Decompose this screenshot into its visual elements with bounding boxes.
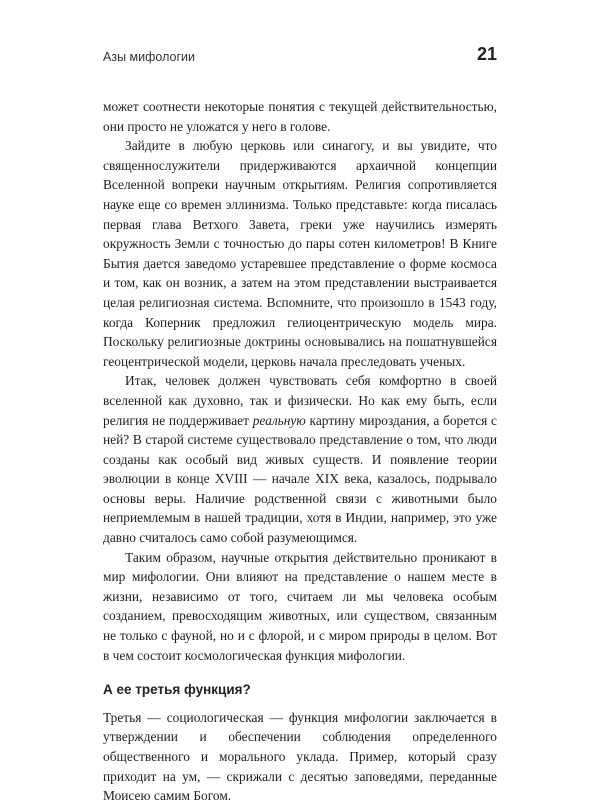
paragraph-evolution — [103, 371, 497, 547]
paragraph-text: картину мироздания, а борется с ней? В старой системе существовало представление о том, что люди созданы как особый вид живых существ. И появление теории эволюции в конце XVIII — начале XIX века, казалось, подрывало основы веры. Наличие родственной связи с животными было неприемлемым в нашей традиции, хотя в Индии, например, это уже давно считалось само собой разумеющимся. — [103, 412, 497, 546]
paragraph-text: Итак, человек должен чувствовать себя комфортно в своей вселенной как духовно, так и физически. Но как ему быть, если религия не поддерживает — [103, 373, 497, 428]
page-number: 21 — [476, 44, 497, 64]
running-title: Азы мифологии — [103, 50, 195, 64]
section-heading: А ее третья функция? — [103, 682, 251, 698]
paragraph-sociological-function: Третья — социологическая — функция мифологии заключается в утверждении и обеспечении соблюдения определенного общественного и морального уклада. Пример, который сразу приходит на ум, — скрижали с десятью заповедями, переданные Моисею самим Богом. — [103, 709, 497, 804]
page-body — [103, 97, 497, 806]
paragraph-continuation: может соотнести некоторые понятия с текущей действительностью, они просто не уложатся у него в голове. — [103, 99, 497, 134]
emphasis-real: реальную — [252, 412, 306, 428]
paragraph-religion-science: Зайдите в любую церковь или синагогу, и вы увидите, что священнослужители придерживаются архаичной концепции Вселенной вопреки научным открытиям. Религия сопротивляется науке еще со времен эллинизма. Только представьте: когда писалась первая глава Ветхого Завета, греки уже научились измерять окружность Земли с точностью до пары сотен километров! В Книге Бытия дается заведомо устаревшее представление о форме космоса и том, как он возник, а затем на этом представлении выстраивается целая религиозная система. Вспомните, что произошло в 1543 году, когда Коперник предложил гелиоцентрическую модель мира. Поскольку религиозные доктрины основывались на пошатнувшейся геоцентрической модели, церковь начала преследовать ученых. — [103, 138, 497, 369]
paragraph-cosmological-function: Таким образом, научные открытия действительно проникают в мир мифологии. Они влияют на представление о нашем месте в жизни, независимо от того, считаем ли мы человека особым созданием, превосходящим животных, или существом, связанным не только с фауной, но и с флорой, и с миром природы в целом. Вот в чем состоит космологическая функция мифологии. — [103, 549, 497, 663]
